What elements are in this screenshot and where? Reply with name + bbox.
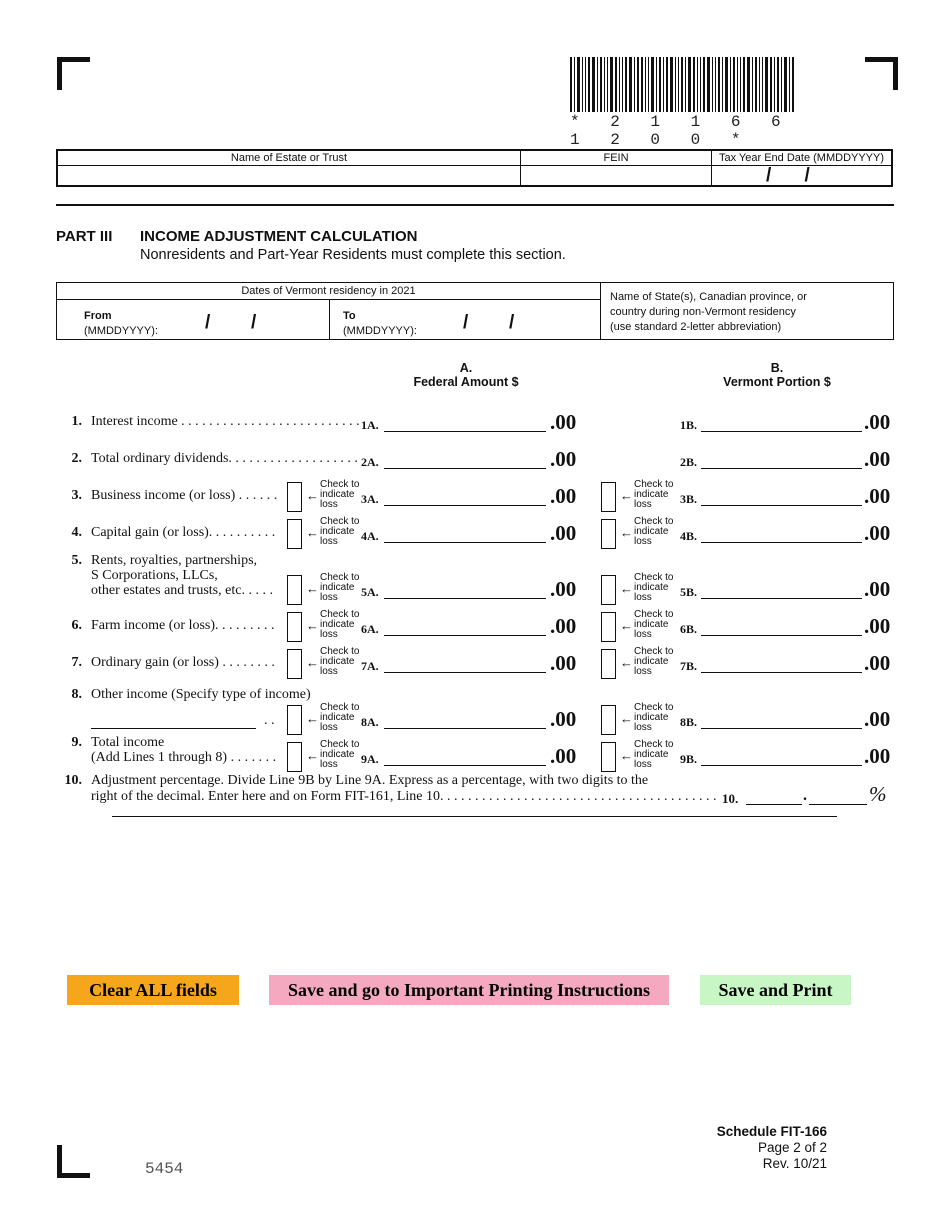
check-note-line: indicate xyxy=(320,489,355,500)
line-4b-cents: .00 xyxy=(864,521,891,545)
check-note-line: loss xyxy=(320,592,338,603)
arrow-icon: ← xyxy=(306,711,319,726)
check-note-line: indicate xyxy=(634,489,669,500)
column-a-header xyxy=(396,361,536,389)
line-3-text: Business income (or loss) . . . . . . xyxy=(91,488,278,503)
barcode-bar xyxy=(666,57,668,112)
barcode-bar xyxy=(675,57,676,112)
barcode-bar xyxy=(770,57,772,112)
barcode-bar xyxy=(570,57,572,112)
column-a-letter: A. xyxy=(459,361,473,375)
barcode-bar xyxy=(637,57,639,112)
line-4a-cents: .00 xyxy=(550,521,577,545)
check-note-line: loss xyxy=(634,666,652,677)
barcode-bar xyxy=(588,57,590,112)
barcode-bar xyxy=(663,57,664,112)
from-slash-2: / xyxy=(251,312,257,333)
line-9-text-2: (Add Lines 1 through 8) . . . . . . . xyxy=(91,750,277,765)
check-note-line: indicate xyxy=(320,712,355,723)
barcode-bar xyxy=(693,57,695,112)
line-8a-cents: .00 xyxy=(550,707,577,731)
line-5b-label: 5B. xyxy=(680,585,698,599)
check-note-line: Check to xyxy=(634,516,674,527)
line-5-text-3: other estates and trusts, etc. . . . . xyxy=(91,583,273,598)
line-2b-label: 2B. xyxy=(680,455,698,469)
barcode-bar xyxy=(604,57,605,112)
barcode-bar xyxy=(762,57,763,112)
column-b-header xyxy=(707,361,847,389)
state-label xyxy=(610,290,807,335)
line-3a-label: 3A. xyxy=(361,492,379,506)
loss-checkbox-line-3b[interactable] xyxy=(601,482,616,512)
loss-checkbox-line-4a[interactable] xyxy=(287,519,302,549)
part-title: INCOME ADJUSTMENT CALCULATION xyxy=(140,228,418,245)
check-note-line: indicate xyxy=(320,749,355,760)
barcode-bar xyxy=(774,57,775,112)
check-note-line: loss xyxy=(634,536,652,547)
line-5a-field[interactable] xyxy=(384,598,546,599)
section-end-rule xyxy=(112,816,837,817)
barcode-bar xyxy=(656,57,657,112)
check-note xyxy=(634,610,673,640)
line-5a-label: 5A. xyxy=(361,585,379,599)
line-4a-label: 4A. xyxy=(361,529,379,543)
check-note-line: indicate xyxy=(320,619,355,630)
line-2b-cents: .00 xyxy=(864,447,891,471)
arrow-icon: ← xyxy=(620,711,633,726)
barcode-bar xyxy=(645,57,646,112)
barcode-bar xyxy=(703,57,705,112)
loss-checkbox-line-7a[interactable] xyxy=(287,649,302,679)
check-note xyxy=(320,647,359,677)
barcode-bar xyxy=(577,57,580,112)
line-1a-cents: .00 xyxy=(550,410,577,434)
tax-year-separators: / / xyxy=(766,165,810,186)
check-note xyxy=(320,703,359,733)
check-note xyxy=(634,647,673,677)
line-3a-cents: .00 xyxy=(550,484,577,508)
barcode-bar xyxy=(685,57,686,112)
line-8b-cents: .00 xyxy=(864,707,891,731)
barcode-bar xyxy=(777,57,779,112)
form-code: 5454 xyxy=(145,1160,184,1178)
check-note xyxy=(634,517,673,547)
line-3b-field[interactable] xyxy=(701,505,862,506)
from-label: From xyxy=(84,310,112,322)
check-note-line: loss xyxy=(320,629,338,640)
line-1b-field[interactable] xyxy=(701,431,862,432)
percent-sign: % xyxy=(869,782,887,806)
barcode-bar xyxy=(781,57,782,112)
check-note xyxy=(320,480,359,510)
barcode-bar xyxy=(725,57,728,112)
fein-field[interactable] xyxy=(521,166,711,185)
barcode-bar xyxy=(670,57,673,112)
check-note-line: indicate xyxy=(634,656,669,667)
line-2a-field[interactable] xyxy=(384,468,546,469)
check-note-line: loss xyxy=(634,722,652,733)
check-note-line: loss xyxy=(320,536,338,547)
line-6b-field[interactable] xyxy=(701,635,862,636)
line-8b-field[interactable] xyxy=(701,728,862,729)
line-10-decimal-field[interactable] xyxy=(809,804,867,805)
check-note-line: indicate xyxy=(320,582,355,593)
check-note-line: Check to xyxy=(320,702,360,713)
barcode-bar xyxy=(700,57,701,112)
check-note-line: Check to xyxy=(634,479,674,490)
check-note-line: Check to xyxy=(320,646,360,657)
estate-name-cell xyxy=(58,151,521,185)
check-note xyxy=(320,573,359,603)
check-note-line: loss xyxy=(634,759,652,770)
check-note-line: loss xyxy=(320,499,338,510)
line-3a-field[interactable] xyxy=(384,505,546,506)
line-9-number: 9. xyxy=(71,735,82,750)
footer-block xyxy=(640,1124,827,1171)
estate-name-label: Name of Estate or Trust xyxy=(58,151,520,166)
line-9-text-1: Total income xyxy=(91,735,165,750)
save-and-print-button[interactable]: Save and Print xyxy=(700,975,851,1005)
barcode-bar xyxy=(765,57,768,112)
line-7a-field[interactable] xyxy=(384,672,546,673)
arrow-icon: ← xyxy=(306,525,319,540)
loss-checkbox-line-7b[interactable] xyxy=(601,649,616,679)
line-9b-field[interactable] xyxy=(701,765,862,766)
state-label-line-1: Name of State(s), Canadian province, or xyxy=(610,291,807,303)
check-note-line: Check to xyxy=(320,609,360,620)
arrow-icon: ← xyxy=(306,655,319,670)
fein-label: FEIN xyxy=(521,151,711,166)
barcode-bar xyxy=(737,57,738,112)
barcode-text: * 2 1 1 6 6 1 2 0 0 * xyxy=(570,113,792,149)
line-6b-cents: .00 xyxy=(864,614,891,638)
to-label: To xyxy=(343,310,356,322)
check-note-line: Check to xyxy=(634,646,674,657)
check-note xyxy=(320,740,359,770)
registration-mark-bottom-left xyxy=(57,1145,90,1178)
barcode-bar xyxy=(697,57,698,112)
from-date-field[interactable] xyxy=(57,300,329,339)
check-note xyxy=(320,517,359,547)
barcode-bar xyxy=(715,57,716,112)
barcode-bar xyxy=(681,57,683,112)
revision: Rev. 10/21 xyxy=(762,1156,827,1171)
barcode-bar xyxy=(733,57,735,112)
loss-checkbox-line-6a[interactable] xyxy=(287,612,302,642)
arrow-icon: ← xyxy=(620,748,633,763)
line-6-text: Farm income (or loss). . . . . . . . . xyxy=(91,618,275,633)
arrow-icon: ← xyxy=(306,618,319,633)
check-note-line: indicate xyxy=(320,526,355,537)
check-note-line: indicate xyxy=(634,712,669,723)
part-number: PART III xyxy=(56,228,113,245)
page-number: Page 2 of 2 xyxy=(757,1140,827,1155)
check-note-line: Check to xyxy=(320,516,360,527)
barcode-bar xyxy=(582,57,583,112)
line-5-number: 5. xyxy=(71,553,82,568)
barcode-bar xyxy=(641,57,643,112)
tax-year-label: Tax Year End Date (MMDDYYYY) xyxy=(712,151,891,166)
check-note xyxy=(634,740,673,770)
loss-checkbox-line-6b[interactable] xyxy=(601,612,616,642)
barcode-bar xyxy=(619,57,620,112)
barcode-bar xyxy=(659,57,661,112)
line-6a-cents: .00 xyxy=(550,614,577,638)
line-6a-label: 6A. xyxy=(361,622,379,636)
line-4b-label: 4B. xyxy=(680,529,698,543)
barcode-bar xyxy=(740,57,741,112)
check-note xyxy=(634,703,673,733)
part-subtitle: Nonresidents and Part-Year Residents must complete this section. xyxy=(140,247,566,263)
barcode-bar xyxy=(610,57,613,112)
divider xyxy=(56,204,894,206)
barcode-bar xyxy=(625,57,627,112)
line-2-number: 2. xyxy=(71,451,82,466)
check-note-line: indicate xyxy=(634,526,669,537)
barcode-bar xyxy=(784,57,787,112)
barcode-bar xyxy=(747,57,750,112)
line-5a-cents: .00 xyxy=(550,577,577,601)
line-8-text: Other income (Specify type of income) xyxy=(91,687,311,702)
line-8b-label: 8B. xyxy=(680,715,698,729)
line-10-label: 10. xyxy=(722,791,739,806)
check-note-line: loss xyxy=(634,629,652,640)
barcode-bar xyxy=(789,57,790,112)
residency-dates-label: Dates of Vermont residency in 2021 xyxy=(57,283,601,300)
barcode-bar xyxy=(648,57,649,112)
barcode-bar xyxy=(597,57,598,112)
check-note-line: Check to xyxy=(320,572,360,583)
check-note xyxy=(320,610,359,640)
to-slash-2: / xyxy=(509,312,515,333)
from-format-label: (MMDDYYYY): xyxy=(84,325,158,337)
line-6a-field[interactable] xyxy=(384,635,546,636)
barcode-bar xyxy=(629,57,632,112)
barcode-bar xyxy=(600,57,602,112)
line-4-text: Capital gain (or loss). . . . . . . . . . xyxy=(91,525,276,540)
line-8-number: 8. xyxy=(71,687,82,702)
line-2a-cents: .00 xyxy=(550,447,577,471)
line-2-text: Total ordinary dividends. . . . . . . . . . . . . . . . . . . xyxy=(91,451,358,466)
line-10-whole-field[interactable] xyxy=(746,804,802,805)
line-7b-cents: .00 xyxy=(864,651,891,675)
line-9b-label: 9B. xyxy=(680,752,698,766)
barcode-bar xyxy=(730,57,731,112)
line-3b-label: 3B. xyxy=(680,492,698,506)
check-note-line: Check to xyxy=(320,479,360,490)
to-date-field[interactable] xyxy=(330,300,600,339)
barcode-bar xyxy=(585,57,586,112)
column-b-letter: B. xyxy=(770,361,784,375)
barcode-bar xyxy=(792,57,794,112)
line-4b-field[interactable] xyxy=(701,542,862,543)
registration-mark-top-right xyxy=(865,57,898,90)
line-7b-label: 7B. xyxy=(680,659,698,673)
loss-checkbox-line-8a[interactable] xyxy=(287,705,302,735)
line-1b-label: 1B. xyxy=(680,418,698,432)
line-10-decimal: . xyxy=(803,787,807,804)
arrow-icon: ← xyxy=(306,488,319,503)
schedule-name: Schedule FIT-166 xyxy=(716,1124,827,1139)
loss-checkbox-line-5a[interactable] xyxy=(287,575,302,605)
line-5-text-1: Rents, royalties, partnerships, xyxy=(91,553,258,568)
line-9a-cents: .00 xyxy=(550,744,577,768)
tax-year-cell xyxy=(712,151,891,185)
arrow-icon: ← xyxy=(620,655,633,670)
barcode xyxy=(570,57,815,112)
line-4a-field[interactable] xyxy=(384,542,546,543)
barcode-bar xyxy=(759,57,760,112)
check-note-line: loss xyxy=(320,722,338,733)
arrow-icon: ← xyxy=(620,488,633,503)
barcode-bar xyxy=(712,57,713,112)
check-note-line: indicate xyxy=(320,656,355,667)
residency-box xyxy=(56,282,894,340)
line-7-number: 7. xyxy=(71,655,82,670)
line-1a-field[interactable] xyxy=(384,431,546,432)
line-6-number: 6. xyxy=(71,618,82,633)
check-note-line: loss xyxy=(634,592,652,603)
arrow-icon: ← xyxy=(306,748,319,763)
line-6b-label: 6B. xyxy=(680,622,698,636)
line-9a-label: 9A. xyxy=(361,752,379,766)
check-note-line: Check to xyxy=(634,702,674,713)
arrow-icon: ← xyxy=(620,618,633,633)
tax-year-field[interactable] xyxy=(712,166,891,185)
save-printing-instructions-button[interactable]: Save and go to Important Printing Instructions xyxy=(269,975,669,1005)
state-field[interactable] xyxy=(602,283,893,339)
from-slash-1: / xyxy=(205,312,211,333)
line-9a-field[interactable] xyxy=(384,765,546,766)
state-divider xyxy=(600,283,601,339)
line-1b-cents: .00 xyxy=(864,410,891,434)
arrow-icon: ← xyxy=(306,581,319,596)
line-4-number: 4. xyxy=(71,525,82,540)
check-note xyxy=(634,573,673,603)
check-note-line: indicate xyxy=(634,749,669,760)
line-1-text: Interest income . . . . . . . . . . . . . . . . . . . . . . . . . . xyxy=(91,414,360,429)
line-10-number: 10. xyxy=(64,773,82,788)
line-8a-field[interactable] xyxy=(384,728,546,729)
loss-checkbox-line-9b[interactable] xyxy=(601,742,616,772)
barcode-bar xyxy=(622,57,623,112)
check-note-line: Check to xyxy=(634,609,674,620)
line-1a-label: 1A. xyxy=(361,418,379,432)
line-7-text: Ordinary gain (or loss) . . . . . . . . xyxy=(91,655,275,670)
loss-checkbox-line-8b[interactable] xyxy=(601,705,616,735)
line-8a-label: 8A. xyxy=(361,715,379,729)
line-8-dots: . . xyxy=(264,713,275,728)
line-10-text-1: Adjustment percentage. Divide Line 9B by Line 9A. Express as a percentage, with two digits to the xyxy=(91,773,649,788)
to-slash-1: / xyxy=(463,312,469,333)
column-b-title: Vermont Portion $ xyxy=(723,375,831,389)
arrow-icon: ← xyxy=(620,525,633,540)
loss-checkbox-line-3a[interactable] xyxy=(287,482,302,512)
line-7a-label: 7A. xyxy=(361,659,379,673)
barcode-bar xyxy=(743,57,745,112)
line-5b-field[interactable] xyxy=(701,598,862,599)
barcode-bar xyxy=(607,57,608,112)
line-3b-cents: .00 xyxy=(864,484,891,508)
check-note-line: indicate xyxy=(634,619,669,630)
arrow-icon: ← xyxy=(620,581,633,596)
header-table xyxy=(56,149,893,187)
check-note-line: indicate xyxy=(634,582,669,593)
line-8-type-field[interactable] xyxy=(91,728,256,729)
line-7a-cents: .00 xyxy=(550,651,577,675)
check-note xyxy=(634,480,673,510)
line-2a-label: 2A. xyxy=(361,455,379,469)
clear-all-fields-button[interactable]: Clear ALL fields xyxy=(67,975,239,1005)
loss-checkbox-line-5b[interactable] xyxy=(601,575,616,605)
state-label-line-3: (use standard 2-letter abbreviation) xyxy=(610,321,782,333)
barcode-bar xyxy=(688,57,691,112)
check-note-line: Check to xyxy=(320,739,360,750)
line-7b-field[interactable] xyxy=(701,672,862,673)
barcode-bar xyxy=(634,57,635,112)
line-2b-field[interactable] xyxy=(701,468,862,469)
line-5b-cents: .00 xyxy=(864,577,891,601)
check-note-line: loss xyxy=(320,666,338,677)
barcode-bar xyxy=(574,57,575,112)
registration-mark-top-left xyxy=(57,57,90,90)
barcode-bar xyxy=(592,57,595,112)
line-5-text-2: S Corporations, LLCs, xyxy=(91,568,218,583)
loss-checkbox-line-9a[interactable] xyxy=(287,742,302,772)
loss-checkbox-line-4b[interactable] xyxy=(601,519,616,549)
line-1-number: 1. xyxy=(71,414,82,429)
barcode-bar xyxy=(615,57,617,112)
line-10-text-2: right of the decimal. Enter here and on Form FIT-161, Line 10. . . . . . . . . . . . . . . . . . . . . . . . . . . . . . . . . . . . . . . . xyxy=(91,789,717,804)
barcode-bar xyxy=(718,57,720,112)
line-3-number: 3. xyxy=(71,488,82,503)
check-note-line: loss xyxy=(320,759,338,770)
barcode-bar xyxy=(651,57,654,112)
check-note-line: Check to xyxy=(634,739,674,750)
line-9b-cents: .00 xyxy=(864,744,891,768)
state-label-line-2: country during non-Vermont residency xyxy=(610,306,796,318)
check-note-line: Check to xyxy=(634,572,674,583)
estate-name-field[interactable] xyxy=(58,166,520,185)
barcode-bar xyxy=(722,57,723,112)
fein-cell xyxy=(521,151,712,185)
barcode-bar xyxy=(707,57,710,112)
column-a-title: Federal Amount $ xyxy=(413,375,519,389)
barcode-bar xyxy=(752,57,753,112)
check-note-line: loss xyxy=(634,499,652,510)
barcode-bar xyxy=(678,57,679,112)
to-format-label: (MMDDYYYY): xyxy=(343,325,417,337)
barcode-bar xyxy=(755,57,757,112)
